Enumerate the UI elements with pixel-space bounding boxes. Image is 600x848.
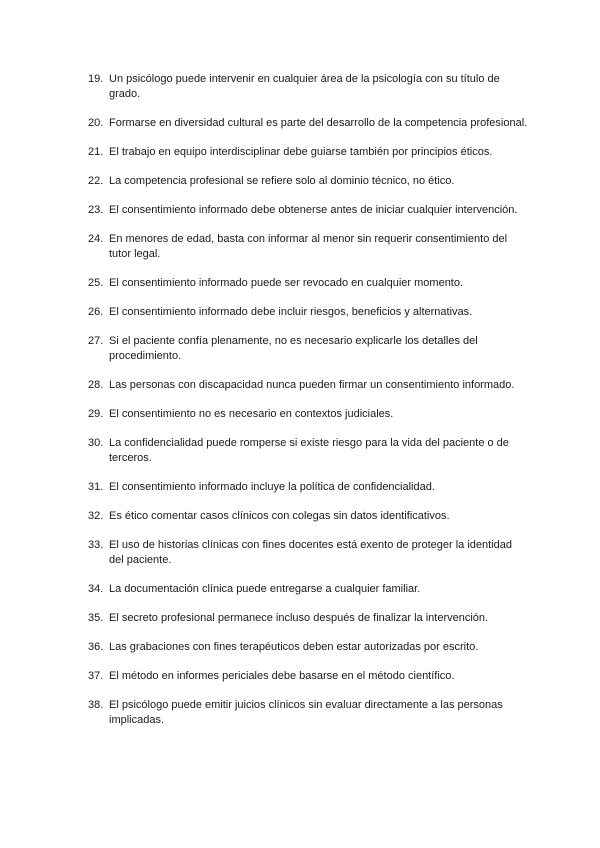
question-item — [88, 378, 528, 393]
question-number: 26. — [88, 306, 104, 318]
question-text: El secreto profesional permanece incluso después de finalizar la intervención. — [109, 612, 489, 624]
question-number: 36. — [88, 641, 104, 653]
question-number: 34. — [88, 583, 104, 595]
question-number: 30. — [88, 437, 104, 449]
question-number: 37. — [88, 670, 104, 682]
question-item — [88, 145, 528, 160]
question-text: El consentimiento informado puede ser revocado en cualquier momento. — [109, 277, 464, 289]
question-text: La confidencialidad puede romperse si existe riesgo para la vida del paciente o de terceros. — [109, 437, 509, 464]
question-item — [88, 203, 528, 218]
question-number: 27. — [88, 335, 104, 347]
question-number: 29. — [88, 408, 104, 420]
question-item — [88, 480, 528, 495]
question-number: 35. — [88, 612, 104, 624]
question-number: 24. — [88, 233, 104, 245]
question-text: Es ético comentar casos clínicos con colegas sin datos identificativos. — [109, 510, 450, 522]
question-text: El psicólogo puede emitir juicios clínicos sin evaluar directamente a las personas implicadas. — [109, 699, 503, 726]
question-text: El consentimiento informado incluye la política de confidencialidad. — [109, 481, 435, 493]
question-item — [88, 640, 528, 655]
question-text: El consentimiento informado debe obtenerse antes de iniciar cualquier intervención. — [109, 204, 518, 216]
question-number: 32. — [88, 510, 104, 522]
question-item — [88, 174, 528, 189]
question-item — [88, 72, 528, 102]
question-number: 33. — [88, 539, 104, 551]
question-text: El uso de historias clínicas con fines docentes está exento de proteger la identidad del paciente. — [109, 539, 512, 566]
question-text: El consentimiento informado debe incluir riesgos, beneficios y alternativas. — [109, 306, 473, 318]
question-text: El consentimiento no es necesario en contextos judiciales. — [109, 408, 394, 420]
question-item — [88, 276, 528, 291]
question-number: 23. — [88, 204, 104, 216]
question-text: El trabajo en equipo interdisciplinar debe guiarse también por principios éticos. — [109, 146, 493, 158]
question-text: En menores de edad, basta con informar al menor sin requerir consentimiento del tutor legal. — [109, 233, 508, 260]
question-text: La documentación clínica puede entregarse a cualquier familiar. — [109, 583, 421, 595]
question-item — [88, 116, 528, 131]
question-item — [88, 611, 528, 626]
question-text: Las grabaciones con fines terapéuticos deben estar autorizadas por escrito. — [109, 641, 479, 653]
question-number: 25. — [88, 277, 104, 289]
question-text: Si el paciente confía plenamente, no es necesario explicarle los detalles del procedimiento. — [109, 335, 478, 362]
question-number: 20. — [88, 117, 104, 129]
question-text: El método en informes periciales debe basarse en el método científico. — [109, 670, 455, 682]
question-number: 22. — [88, 175, 104, 187]
question-item — [88, 538, 528, 568]
question-number: 31. — [88, 481, 104, 493]
question-number: 19. — [88, 73, 104, 85]
question-item — [88, 582, 528, 597]
question-item — [88, 669, 528, 684]
question-number: 21. — [88, 146, 104, 158]
question-text: Las personas con discapacidad nunca pueden firmar un consentimiento informado. — [109, 379, 515, 391]
question-item — [88, 407, 528, 422]
question-text: Formarse en diversidad cultural es parte del desarrollo de la competencia profesional. — [109, 117, 528, 129]
question-item — [88, 698, 528, 728]
question-text: La competencia profesional se refiere solo al dominio técnico, no ético. — [109, 175, 455, 187]
question-number: 28. — [88, 379, 104, 391]
question-item — [88, 436, 528, 466]
question-number: 38. — [88, 699, 104, 711]
question-item — [88, 305, 528, 320]
question-text: Un psicólogo puede intervenir en cualquier área de la psicología con su título de grado. — [109, 73, 500, 100]
question-item — [88, 232, 528, 262]
question-item — [88, 334, 528, 364]
question-list — [88, 72, 528, 728]
question-item — [88, 509, 528, 524]
